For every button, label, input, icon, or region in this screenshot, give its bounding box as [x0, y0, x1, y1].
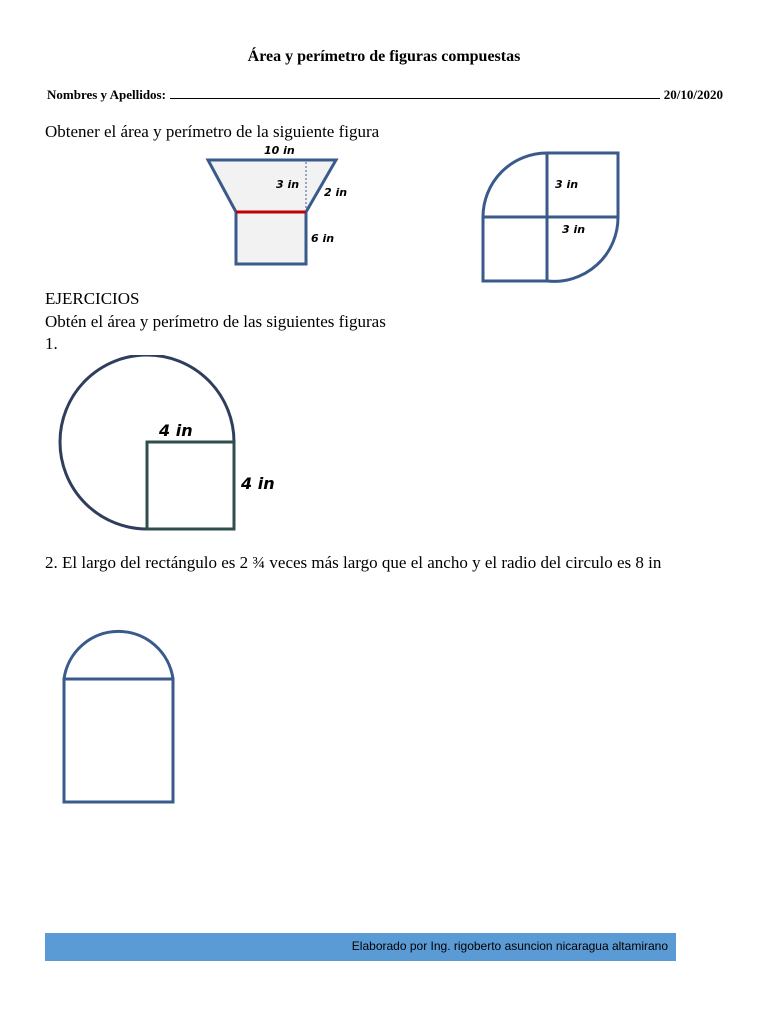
label-slant: 2 in [324, 186, 348, 199]
label-square-side: 4 in [241, 474, 275, 493]
label-side: 6 in [311, 232, 335, 245]
figure-circle-square [55, 355, 285, 535]
label-square-top: 4 in [159, 421, 193, 440]
trapezoid-shape [208, 160, 336, 212]
name-blank-line[interactable] [170, 87, 660, 99]
label-top: 10 in [264, 144, 295, 157]
label-height: 3 in [276, 178, 300, 191]
figure-semicircle-rectangle [55, 610, 185, 810]
footer-bar [45, 933, 676, 961]
exercises-heading: EJERCICIOS [45, 289, 140, 308]
figure-trapezoid-rectangle [200, 140, 360, 270]
footer-credit: Elaborado por Ing. rigoberto asuncion nicaragua altamirano [351, 939, 668, 953]
rectangle-shape [236, 212, 306, 264]
item2-text: 2. El largo del rectángulo es 2 ¾ veces más largo que el ancho y el radio del circulo es 8 in [45, 553, 662, 572]
figure-quarter-circles [475, 145, 630, 290]
intro-instruction: Obtener el área y perímetro de la siguiente figura [45, 122, 380, 141]
square-shape [147, 442, 234, 529]
date-text: 20/10/2020 [663, 87, 723, 102]
label-lower: 3 in [562, 223, 586, 236]
name-label: Nombres y Apellidos: [47, 87, 166, 102]
exercises-instruction: Obtén el área y perímetro de las siguientes figuras [45, 312, 386, 331]
name-row [47, 87, 723, 103]
label-upper: 3 in [555, 178, 579, 191]
page-title: Área y perímetro de figuras compuestas [247, 48, 521, 65]
semicircle-shape [64, 631, 173, 679]
item1-number: 1. [45, 334, 58, 353]
tall-rectangle-shape [64, 679, 173, 802]
